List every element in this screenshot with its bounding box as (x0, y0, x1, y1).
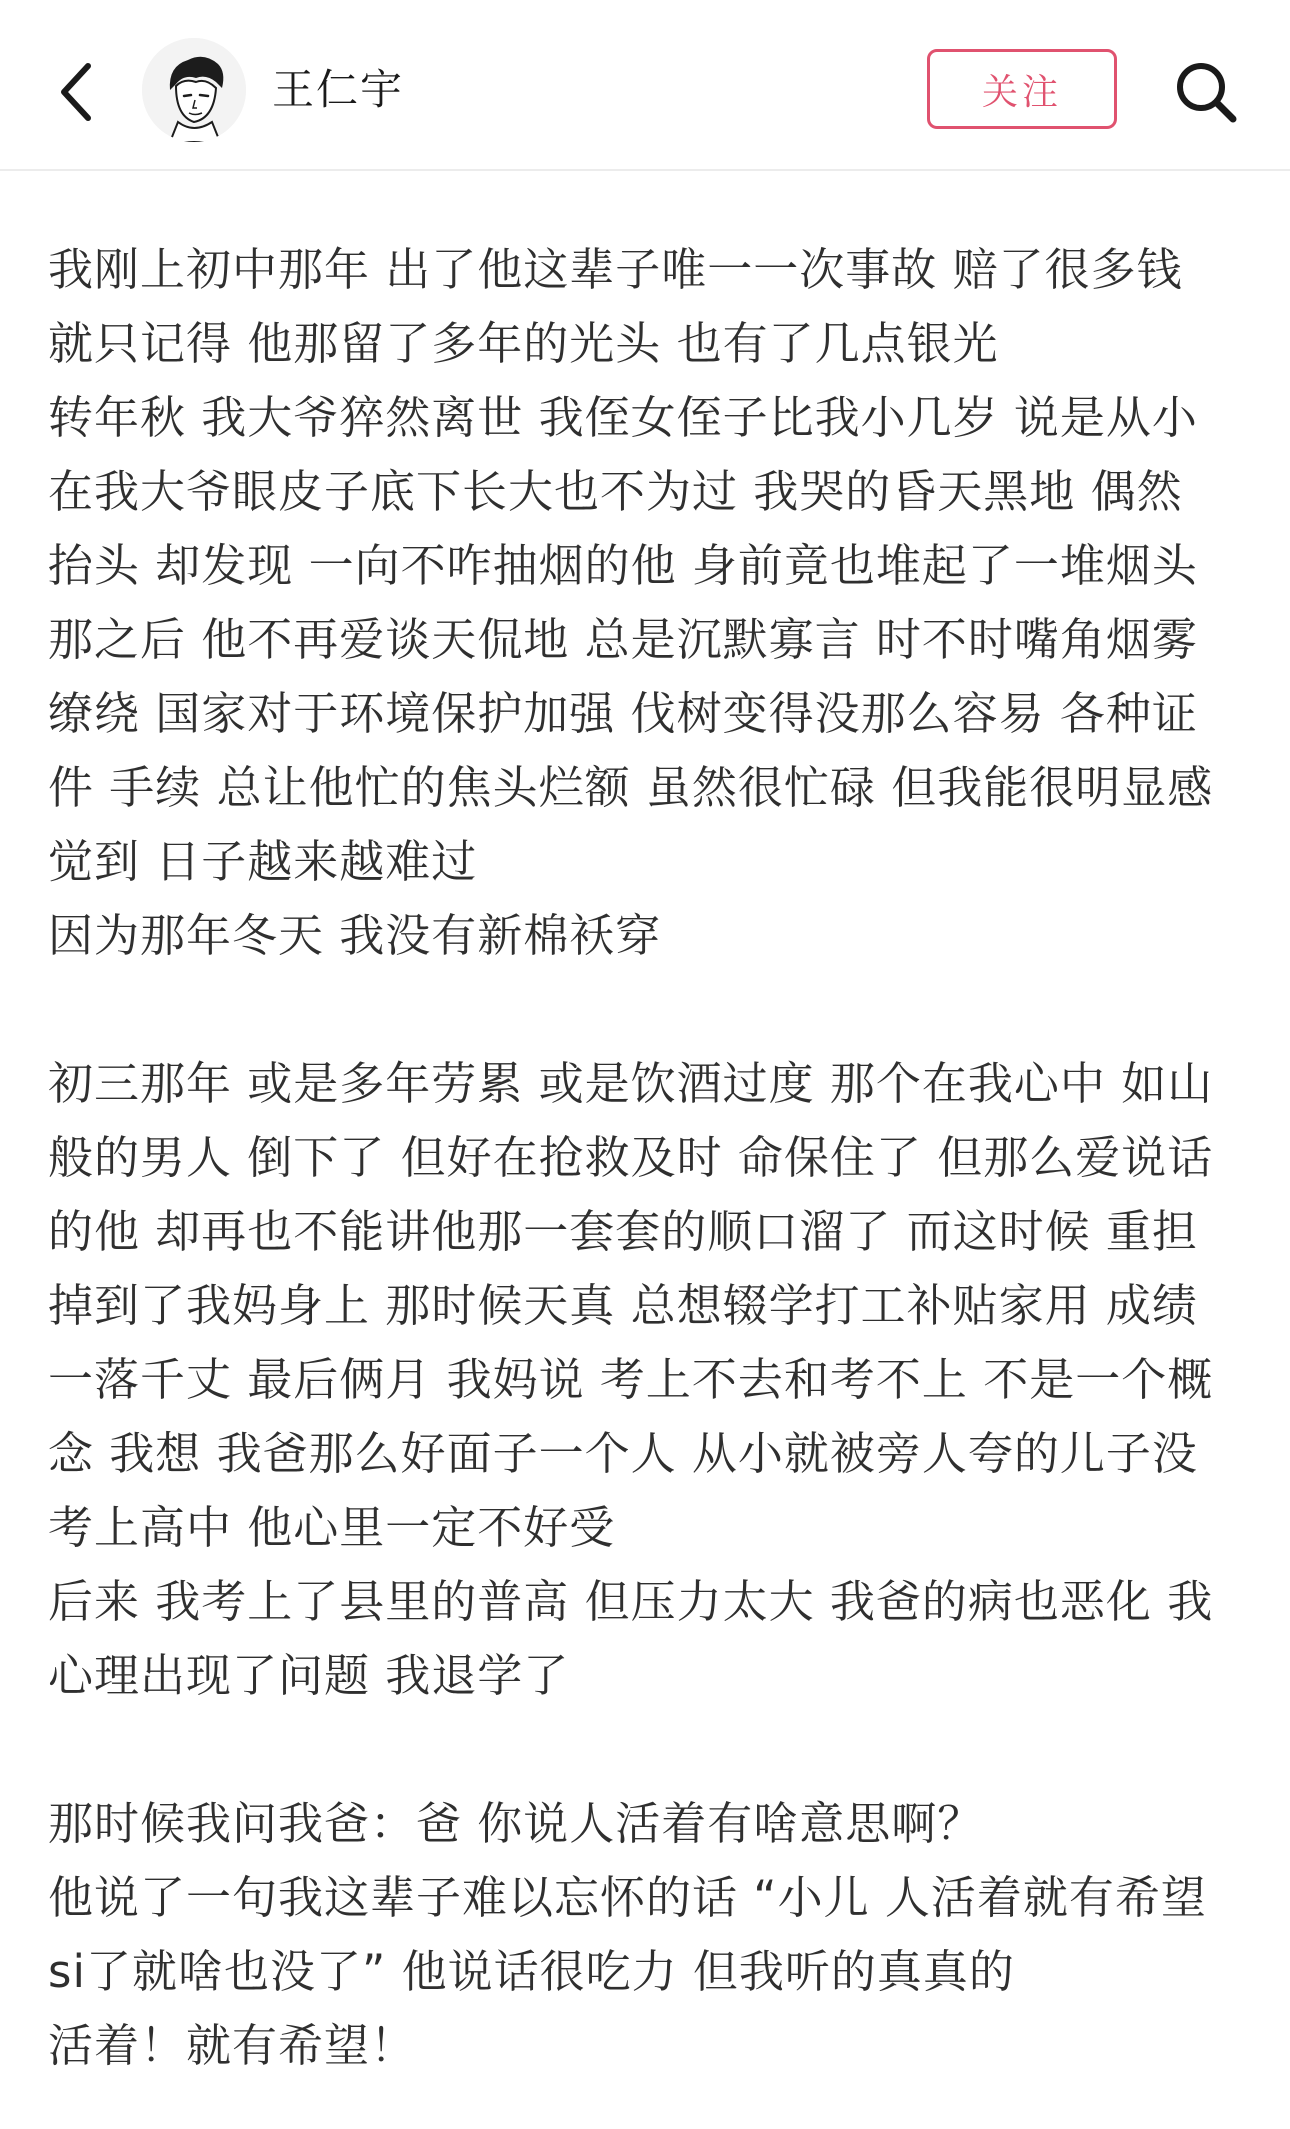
post-text-line: 缭绕 国家对于环境保护加强 伐树变得没那么容易 各种证 (48, 687, 1198, 740)
post-text-line: 他说了一句我这辈子难以忘怀的话 “小儿 人活着就有希望 (48, 1871, 1207, 1924)
post-text-line: 后来 我考上了县里的普高 但压力太大 我爸的病也恶化 我 (48, 1575, 1214, 1628)
paragraph-gap (48, 1713, 1258, 1787)
post-text-line: 抬头 却发现 一向不咋抽烟的他 身前竟也堆起了一堆烟头 (48, 539, 1198, 592)
avatar[interactable] (142, 38, 246, 142)
post-text-line: 在我大爷眼皮子底下长大也不为过 我哭的昏天黑地 偶然 (48, 465, 1183, 518)
top-bar (0, 0, 1290, 171)
post-text-line: 件 手续 总让他忙的焦头烂额 虽然很忙碌 但我能很明显感 (48, 761, 1214, 814)
post-text-line: 考上高中 他心里一定不好受 (48, 1501, 616, 1554)
post-text-line: 初三那年 或是多年劳累 或是饮酒过度 那个在我心中 如山 (48, 1057, 1214, 1110)
paragraph-gap (48, 973, 1258, 1047)
chevron-left-icon (56, 60, 96, 124)
post-text-line: 的他 却再也不能讲他那一套套的顺口溜了 而这时候 重担 (48, 1205, 1198, 1258)
post-text-line: 一落千丈 最后俩月 我妈说 考上不去和考不上 不是一个概 (48, 1353, 1214, 1406)
follow-button[interactable]: 关注 (927, 49, 1117, 129)
post-body (48, 233, 1258, 2083)
post-text-line: 般的男人 倒下了 但好在抢救及时 命保住了 但那么爱说话 (48, 1131, 1214, 1184)
post-text-line: 掉到了我妈身上 那时候天真 总想辍学打工补贴家用 成绩 (48, 1279, 1198, 1332)
search-button[interactable] (1166, 52, 1246, 132)
post-text-line: 心理出现了问题 我退学了 (48, 1649, 570, 1702)
search-icon (1173, 59, 1239, 125)
post-text-line: 那时候我问我爸：爸 你说人活着有啥意思啊？ (48, 1797, 984, 1850)
post-text-line: 活着！就有希望！ (48, 2019, 417, 2072)
post-text-line: 就只记得 他那留了多年的光头 也有了几点银光 (48, 317, 999, 370)
post-text-line: 那之后 他不再爱谈天侃地 总是沉默寡言 时不时嘴角烟雾 (48, 613, 1198, 666)
post-text-line: 念 我想 我爸那么好面子一个人 从小就被旁人夸的儿子没 (48, 1427, 1198, 1480)
post-text-line: 转年秋 我大爷猝然离世 我侄女侄子比我小几岁 说是从小 (48, 391, 1198, 444)
post-text-line: 觉到 日子越来越难过 (48, 835, 478, 888)
post-text-line: si了就啥也没了” 他说话很吃力 但我听的真真的 (48, 1945, 1015, 1998)
post-text-line: 因为那年冬天 我没有新棉袄穿 (48, 909, 662, 962)
username[interactable]: 王仁宇 (272, 65, 405, 114)
post-text-line: 我刚上初中那年 出了他这辈子唯一一次事故 赔了很多钱 (48, 243, 1183, 296)
back-button[interactable] (44, 44, 108, 140)
